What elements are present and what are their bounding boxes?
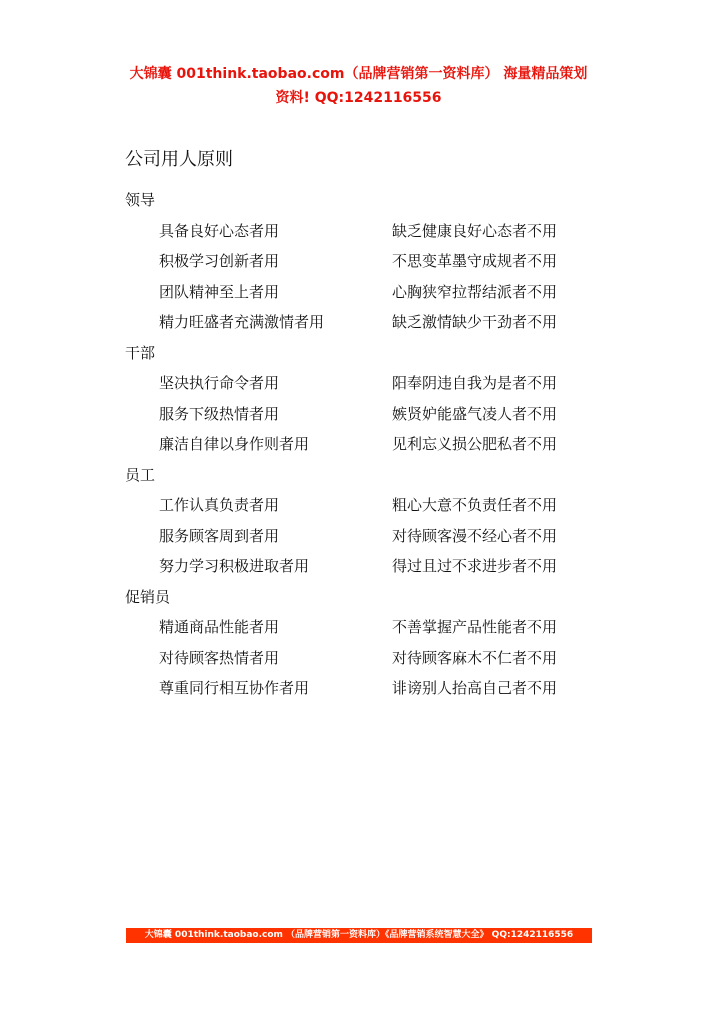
list-item bbox=[125, 551, 605, 582]
list-item bbox=[125, 673, 605, 704]
list-item bbox=[125, 521, 605, 552]
reject-criterion: 不善掌握产品性能者不用 bbox=[392, 618, 558, 636]
list-item bbox=[125, 307, 605, 338]
reject-criterion: 缺乏激情缺少干劲者不用 bbox=[392, 313, 558, 331]
header-line-2: 资料! QQ:1242116556 bbox=[275, 90, 442, 106]
section-title-cadres: 干部 bbox=[125, 343, 156, 362]
header-line-1: 大锦囊 001think.taobao.com（品牌营销第一资料库） 海量精品策划 bbox=[129, 66, 588, 82]
hire-criterion: 坚决执行命令者用 bbox=[159, 374, 280, 392]
reject-criterion: 对待顾客麻木不仁者不用 bbox=[392, 648, 558, 667]
hire-criterion: 积极学习创新者用 bbox=[159, 252, 280, 270]
reject-criterion: 见利忘义损公肥私者不用 bbox=[392, 435, 558, 453]
hire-criterion: 服务下级热情者用 bbox=[159, 404, 280, 423]
hire-criterion: 服务顾客周到者用 bbox=[159, 526, 280, 545]
reject-criterion: 得过且过不求进步者不用 bbox=[392, 557, 558, 575]
list-item bbox=[125, 643, 605, 674]
section-title-employees: 员工 bbox=[125, 465, 156, 484]
page-footer-banner: 大锦囊 001think.taobao.com （品牌营销第一资料库）《品牌营销系统智慧大全》 QQ:1242116556 bbox=[126, 928, 592, 943]
reject-criterion: 心胸狭窄拉帮结派者不用 bbox=[392, 282, 558, 301]
list-item bbox=[125, 429, 605, 460]
list-item bbox=[125, 368, 605, 399]
hire-criterion: 尊重同行相互协作者用 bbox=[159, 679, 310, 697]
hire-criterion: 具备良好心态者用 bbox=[159, 221, 280, 240]
list-item bbox=[125, 246, 605, 277]
hire-criterion: 对待顾客热情者用 bbox=[159, 648, 280, 667]
list-item bbox=[125, 216, 605, 247]
section-title-leaders: 领导 bbox=[125, 191, 156, 209]
reject-criterion: 诽谤别人抬高自己者不用 bbox=[392, 679, 558, 697]
list-item bbox=[125, 490, 605, 521]
reject-criterion: 对待顾客漫不经心者不用 bbox=[392, 526, 558, 545]
document-title: 公司用人原则 bbox=[125, 149, 233, 170]
principles-content bbox=[125, 185, 605, 704]
hire-criterion: 精力旺盛者充满激情者用 bbox=[159, 313, 325, 331]
section-title-promoters: 促销员 bbox=[125, 587, 171, 606]
hire-criterion: 工作认真负责者用 bbox=[159, 496, 280, 514]
hire-criterion: 团队精神至上者用 bbox=[159, 282, 280, 301]
list-item bbox=[125, 399, 605, 430]
reject-criterion: 缺乏健康良好心态者不用 bbox=[392, 221, 558, 240]
reject-criterion: 嫉贤妒能盛气凌人者不用 bbox=[392, 404, 558, 423]
list-item bbox=[125, 277, 605, 308]
hire-criterion: 精通商品性能者用 bbox=[159, 618, 280, 636]
hire-criterion: 努力学习积极进取者用 bbox=[159, 557, 310, 575]
list-item bbox=[125, 612, 605, 643]
hire-criterion: 廉洁自律以身作则者用 bbox=[159, 435, 310, 453]
reject-criterion: 不思变革墨守成规者不用 bbox=[392, 252, 558, 270]
reject-criterion: 阳奉阴违自我为是者不用 bbox=[392, 374, 558, 392]
reject-criterion: 粗心大意不负责任者不用 bbox=[392, 496, 558, 514]
page-header bbox=[0, 62, 717, 110]
